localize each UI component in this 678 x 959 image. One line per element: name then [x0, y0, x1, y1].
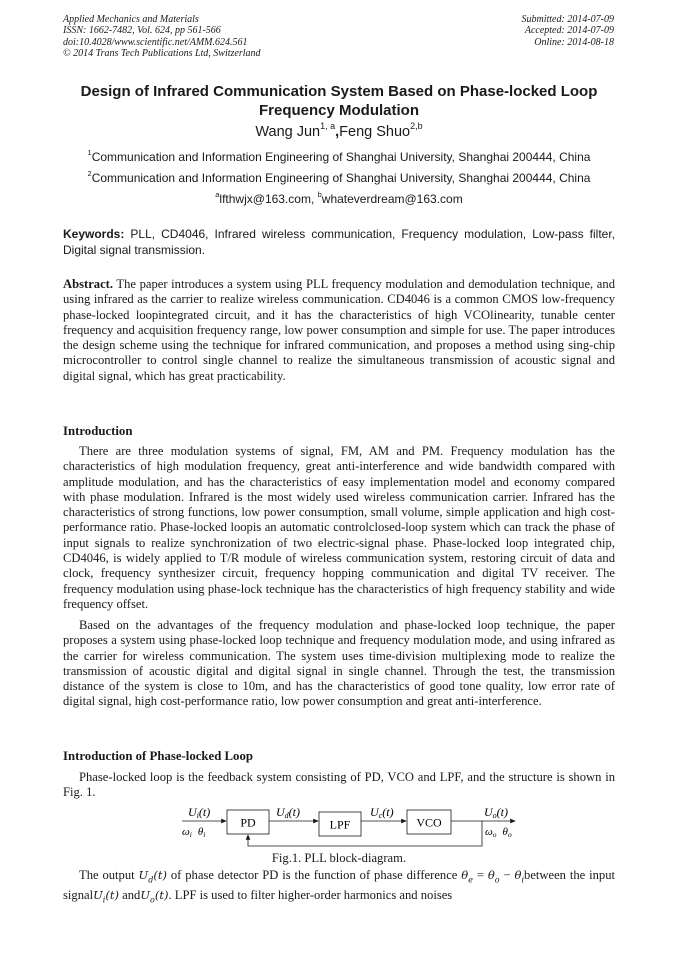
- author-2-affiliation: 2,b: [410, 120, 423, 131]
- doi-line: doi:10.4028/www.scientific.net/AMM.624.561: [63, 36, 248, 48]
- author-emails: [0, 189, 678, 206]
- affiliation-2-mark: 2: [87, 168, 92, 178]
- abstract-label: Abstract.: [63, 277, 114, 291]
- affiliation-2: [0, 168, 678, 185]
- email-1: lfthwjx@163.com,: [219, 192, 318, 206]
- author-1-affiliation: 1, a: [320, 120, 336, 131]
- pd-output-label: Ud(t): [276, 805, 300, 820]
- author-2: Feng Shuo: [339, 124, 411, 140]
- figure-1-caption: Fig.1. PLL block-diagram.: [271, 851, 407, 865]
- pll-paragraph-2: The output $U_d(t)$ of phase detector PD is the function of phase difference $\theta_e = \theta_o$ − $\theta_ibetween$ the input signalU$_i$(t) andU$_o$(t). LPF is used to filter higher-order harmonics and noises: [63, 868, 616, 905]
- author-separator: ,: [335, 124, 340, 140]
- output-signal-label: Uo(t): [484, 805, 508, 820]
- input-frequency-phase-label: ωi θi: [182, 826, 206, 839]
- pll-paragraph-1: Phase-locked loop is the feedback system consisting of PD, VCO and LPF, and the structure is shown in Fig. 1.: [63, 770, 615, 800]
- journal-header-right: [522, 14, 615, 48]
- paper-title: [40, 82, 638, 120]
- online-date: Online: 2014-08-18: [534, 36, 614, 48]
- journal-name: Applied Mechanics and Materials: [63, 14, 199, 25]
- author-1: Wang Jun: [255, 124, 321, 140]
- copyright-line: © 2014 Trans Tech Publications Ltd, Switzerland: [63, 48, 261, 60]
- email-2-mark: b: [317, 189, 322, 199]
- issn-line: ISSN: 1662-7482, Vol. 624, pp 561-566: [63, 25, 221, 37]
- lpf-output-label: Uc(t): [370, 805, 394, 820]
- email-1-mark: a: [215, 189, 220, 199]
- email-2: whateverdream@163.com: [321, 192, 463, 206]
- affiliation-1-text: Communication and Information Engineering of Shanghai University, Shanghai 200444, China: [91, 150, 591, 164]
- affiliation-1: [0, 147, 678, 164]
- accepted-date: Accepted: 2014-07-09: [524, 25, 614, 37]
- introduction-heading: Introduction: [63, 424, 133, 438]
- input-signal-label: Ui(t): [188, 805, 211, 820]
- lpf-label: LPF: [329, 817, 351, 832]
- pll-block-diagram: [170, 802, 520, 852]
- affiliation-1-mark: 1: [87, 147, 92, 157]
- abstract-text: The paper introduces a system using PLL frequency modulation and demodulation technique, and using infrared as the carrier to realize wireless communication. CD4046 is a common CMOS low-frequency phase-locked loopintegrated circuit, and it has the characteristics of high VCOlinearity, tunable center frequency and acquisition frequency range, low power consumption and simple for use. The paper introduces the design scheme using the technique for infrared communication, and proposes a method using sing-chip microcontroller to control single channel to realize the simultaneous transmission of acoustic signal and digital signal, which has great practicability.: [63, 277, 615, 383]
- introduction-paragraph-1: There are three modulation systems of signal, FM, AM and PM. Frequency modulation has the characteristics of high modulation frequency, great anti-interference and wide bandwidth compared with amplitude modulation, and has the characteristics of easy implementation model and economy compared with phase modulation. Infrared is the most widely used wireless communication carrier. Infrared has the characteristics of strong functions, low power consumption, small volume, simple application and high cost-performance ratio. Phase-locked loopis an automatic controlclosed-loop system which can track the phase of input signals to realize synchronization of two electric-signal phase. Phase-locked loop integrated chip, CD4046, is widely applied to T/R module of wireless communication system, restoring circuit of data and clock, frequency synthesizer circuit, frequency hopping communication and digital TV receiver. The frequency modulation using phase-lock technique has the characteristics of high frequency stability and wide frequency offset.: [63, 444, 615, 611]
- keywords-label: Keywords:: [63, 227, 125, 241]
- pll-heading: Introduction of Phase-locked Loop: [63, 749, 253, 763]
- submitted-date: Submitted: 2014-07-09: [521, 14, 614, 25]
- journal-header-left: [63, 14, 261, 60]
- title-line-2: Frequency Modulation: [258, 102, 419, 119]
- pd-label: PD: [240, 815, 256, 830]
- abstract: [63, 277, 615, 384]
- vco-label: VCO: [416, 815, 442, 830]
- keywords: [63, 227, 615, 258]
- introduction-paragraph-2: Based on the advantages of the frequency modulation and phase-locked loop technique, the paper proposes a system using phase-locked loop technique and frequency modulation mode, and using infrared as the carrier for wireless communication. The system uses time-division multiplexing mode to realize the transmission of acoustic digital and digital signal in single channel. Through the test, the transmission distance of the system is close to 10m, and has the characteristics of good tone quality, low error rate of digital signal, high cost-performance ratio, low power consumption and great anti-interference.: [63, 618, 615, 709]
- affiliation-2-text: Communication and Information Engineering of Shanghai University, Shanghai 200444, China: [91, 171, 591, 185]
- author-list: [0, 120, 678, 141]
- title-line-1: Design of Infrared Communication System Based on Phase-locked Loop: [80, 83, 598, 100]
- output-frequency-phase-label: ωo θo: [485, 826, 512, 839]
- keywords-text: PLL, CD4046, Infrared wireless communication, Frequency modulation, Low-pass filter, Digital signal transmission.: [63, 227, 615, 257]
